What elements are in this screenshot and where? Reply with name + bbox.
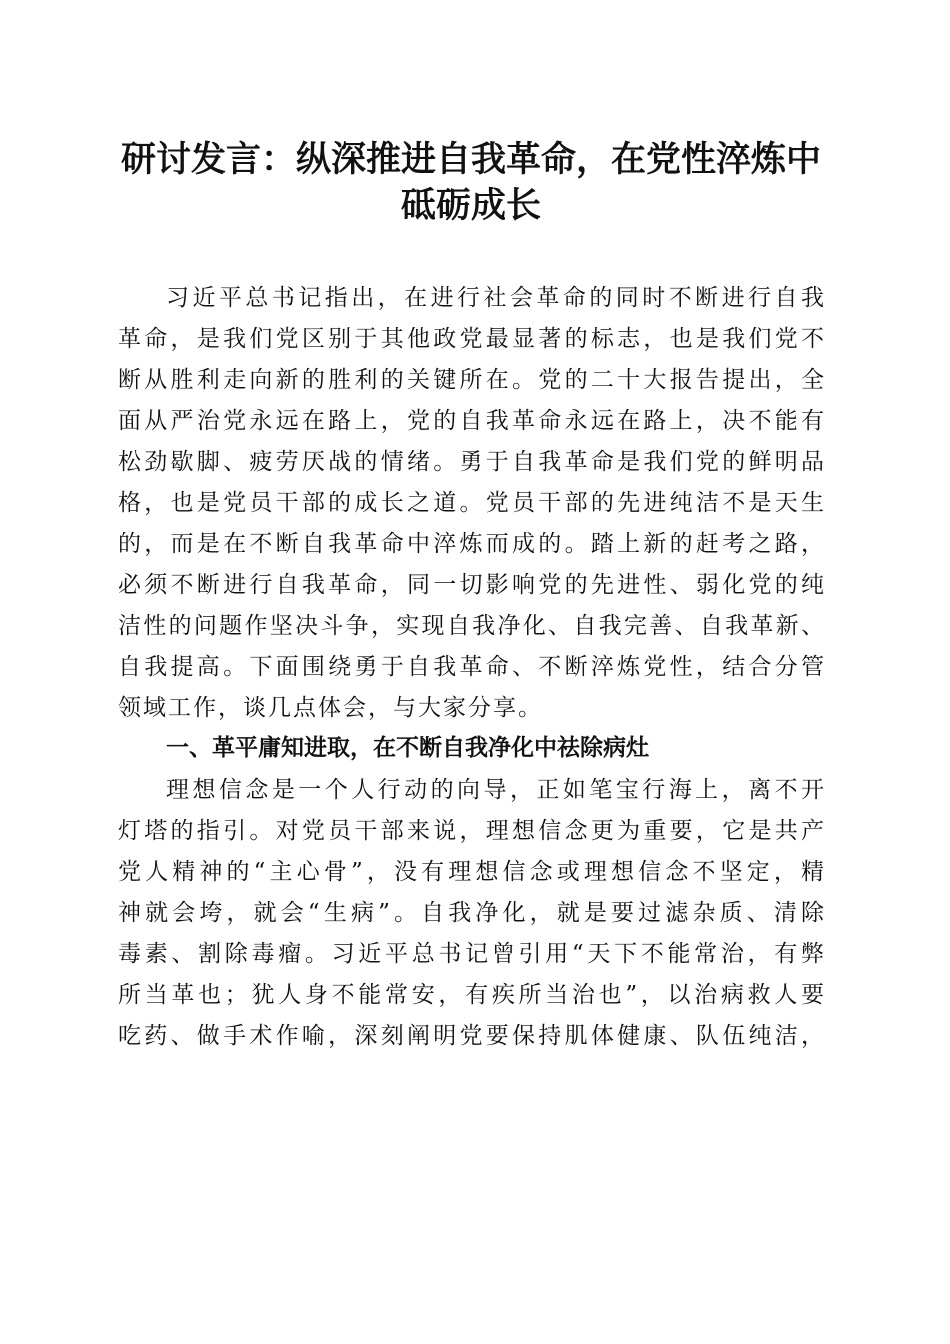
title-line-2: 砥砺成长 xyxy=(400,186,541,226)
text-line: 习近平总书记指出，在进行社会革命的同时不断进行自我 xyxy=(166,285,824,311)
text-line: 革命，是我们党区别于其他政党最显著的标志，也是我们党不 xyxy=(118,326,824,352)
text-line: 洁性的问题作坚决斗争，实现自我净化、自我完善、自我革新、 xyxy=(118,613,824,639)
title-line-1: 研讨发言：纵深推进自我革命，在党性淬炼中 xyxy=(120,140,821,180)
text-line: 神就会垮，就会“生病”。自我净化，就是要过滤杂质、清除 xyxy=(118,900,824,926)
text-line: 的，而是在不断自我革命中淬炼而成的。踏上新的赶考之路， xyxy=(118,531,824,557)
paragraph-intro xyxy=(118,278,824,729)
document-title xyxy=(118,137,824,229)
text-line: 灯塔的指引。对党员干部来说，理想信念更为重要，它是共产 xyxy=(118,818,824,844)
text-line: 格，也是党员干部的成长之道。党员干部的先进纯洁不是天生 xyxy=(118,490,824,516)
text-line: 理想信念是一个人行动的向导，正如笔宝行海上，离不开 xyxy=(166,777,824,803)
text-line: 断从胜利走向新的胜利的关键所在。党的二十大报告提出，全 xyxy=(118,367,824,393)
text-line: 面从严治党永远在路上，党的自我革命永远在路上，决不能有 xyxy=(118,408,824,434)
section-heading: 一、革平庸知进取，在不断自我净化中祛除病灶 xyxy=(166,735,649,761)
paragraph-section1 xyxy=(118,770,824,1057)
text-line: 党人精神的“主心骨”，没有理想信念或理想信念不坚定，精 xyxy=(118,859,824,885)
text-line: 所当革也；犹人身不能常安，有疾所当治也”，以治病救人要 xyxy=(118,982,824,1008)
text-line: 领域工作，谈几点体会，与大家分享。 xyxy=(118,695,543,721)
text-line: 必须不断进行自我革命，同一切影响党的先进性、弱化党的纯 xyxy=(118,572,824,598)
document-body xyxy=(118,278,824,1057)
text-line: 松劲歇脚、疲劳厌战的情绪。勇于自我革命是我们党的鲜明品 xyxy=(118,449,824,475)
text-line: 吃药、做手术作喻，深刻阐明党要保持肌体健康、队伍纯洁， xyxy=(118,1023,824,1049)
text-line: 自我提高。下面围绕勇于自我革命、不断淬炼党性，结合分管 xyxy=(118,654,824,680)
text-line: 毒素、割除毒瘤。习近平总书记曾引用“天下不能常治，有弊 xyxy=(118,941,824,967)
